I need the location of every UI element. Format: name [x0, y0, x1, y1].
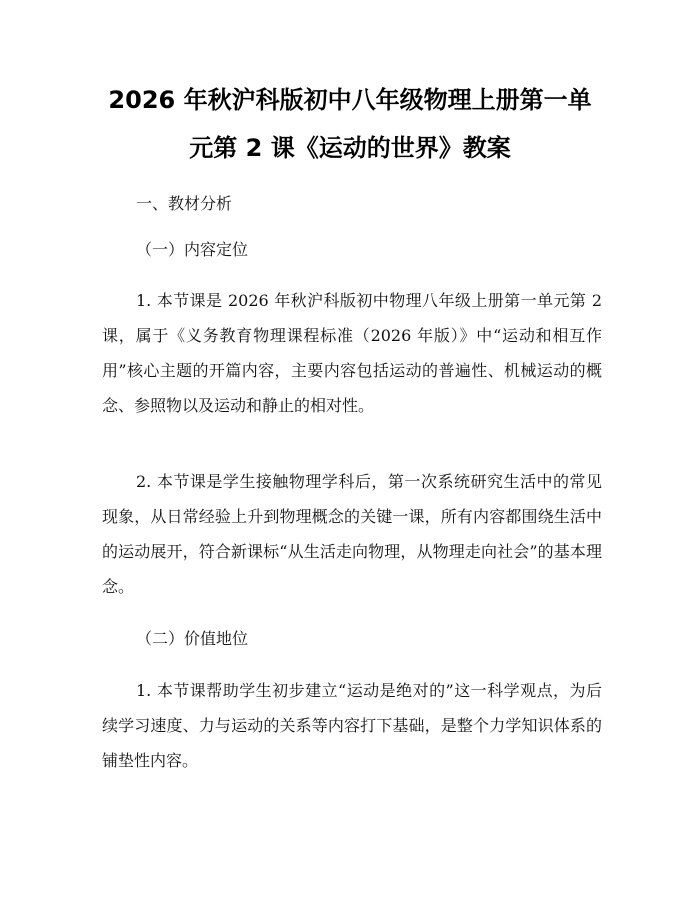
subsection-heading-value-status: （二）价值地位 [136, 629, 249, 648]
section-heading-textbook-analysis: 一、教材分析 [136, 194, 233, 213]
paragraph-3: 1. 本节课帮助学生初步建立“运动是绝对的”这一科学观点，为后续学习速度、力与运动的关系等内容打下基础，是整个力学知识体系的铺垫性内容。 [102, 681, 602, 770]
paragraph-1: 1. 本节课是 2026 年秋沪科版初中物理八年级上册第一单元第 2 课，属于《义务教育物理课程标准（2026 年版）》中“运动和相互作用”核心主题的开篇内容，主要内容包括运动的普遍性、机械运动的概念、参照物以及运动和静止的相对性。 [102, 291, 602, 415]
subsection-heading-content-positioning: （一）内容定位 [136, 240, 249, 259]
paragraph-2: 2. 本节课是学生接触物理学科后，第一次系统研究生活中的常见现象，从日常经验上升到物理概念的关键一课，所有内容都围绕生活中的运动展开，符合新课标“从生活走向物理，从物理走向社会”的基本理念。 [102, 472, 602, 596]
document-title-line-2: 元第 2 课《运动的世界》教案 [189, 134, 511, 162]
document-title-line-1: 2026 年秋沪科版初中八年级物理上册第一单 [108, 86, 592, 114]
